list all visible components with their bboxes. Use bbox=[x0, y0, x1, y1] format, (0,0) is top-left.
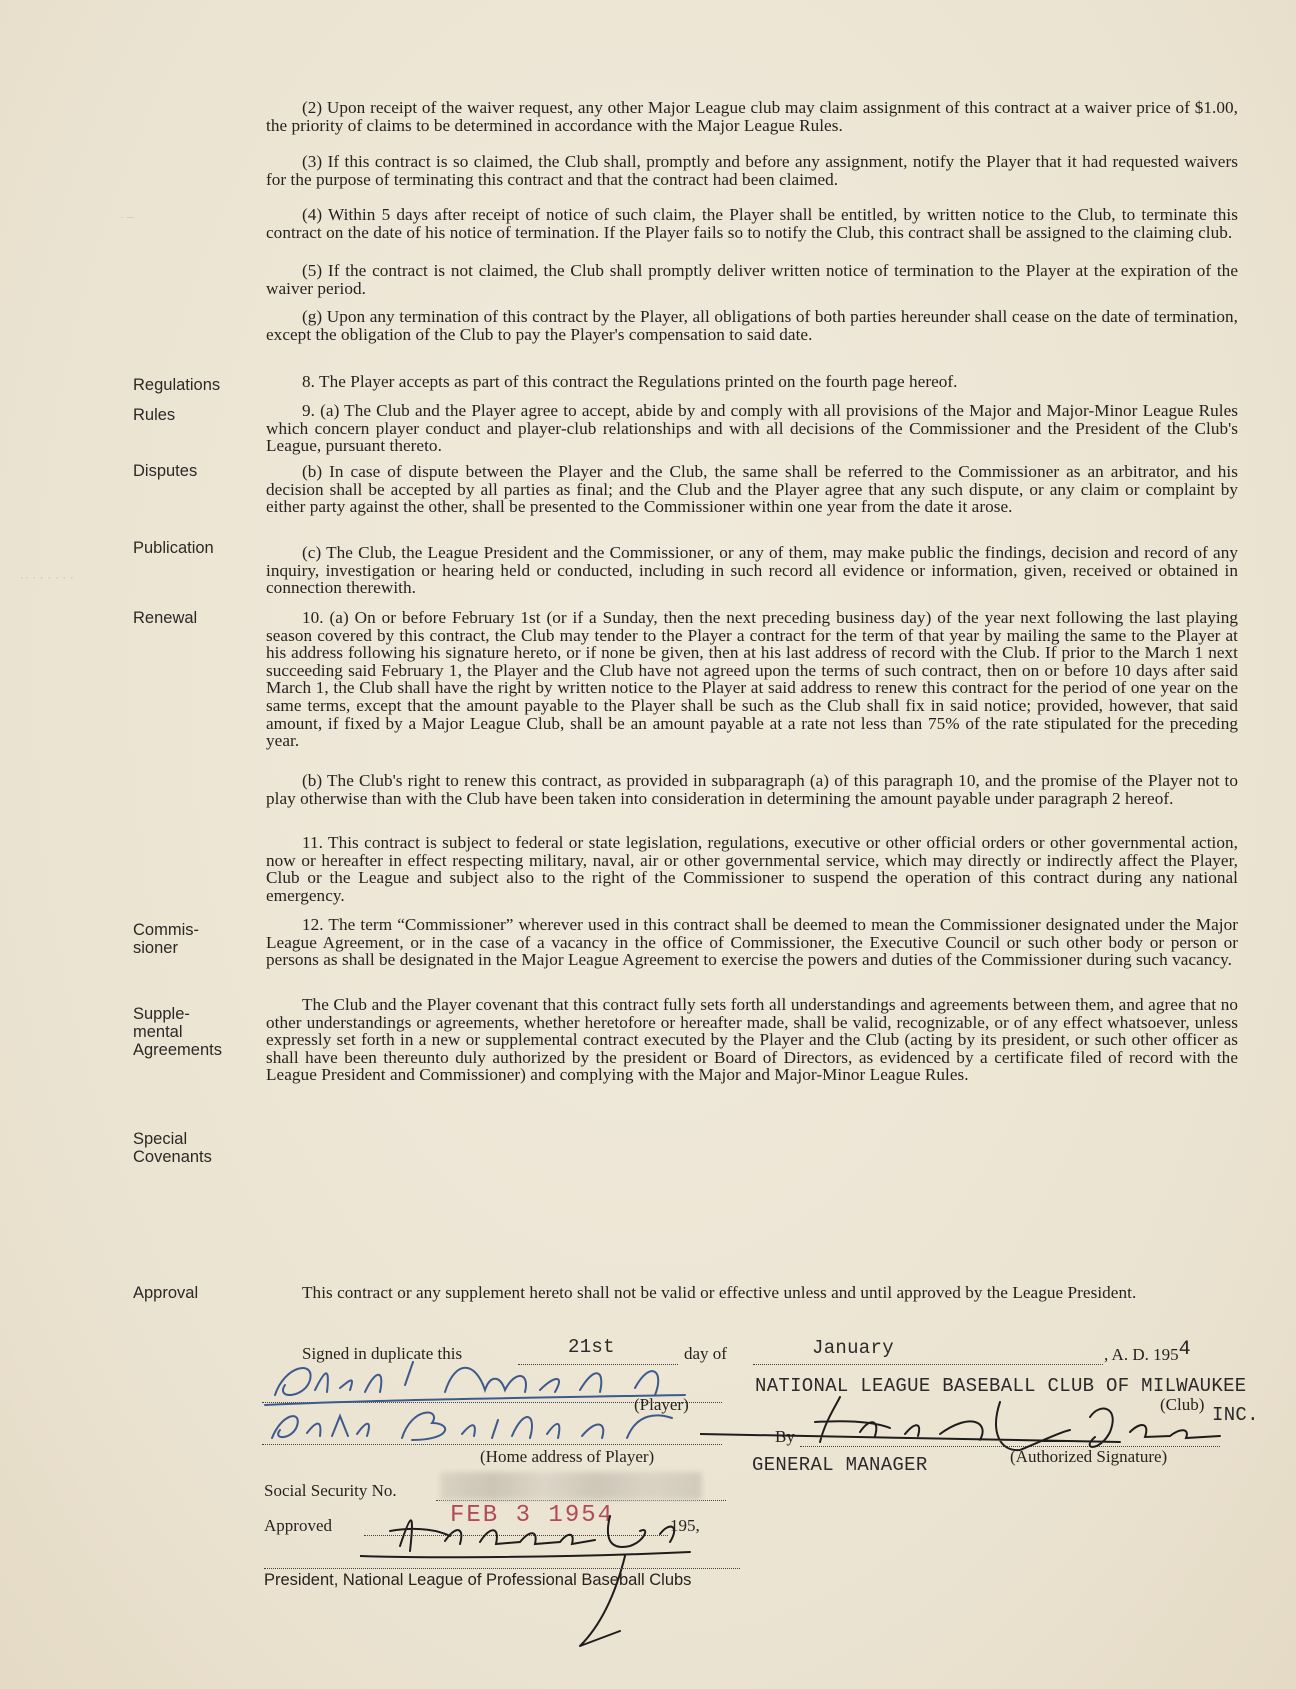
ad-year-label bbox=[1104, 1338, 1191, 1367]
clause-supplemental-agreements: The Club and the Player covenant that this contract fully sets forth all understandings and agreements between them, and agree that no other understandings or agreements, whether heretofore or hereafter made, shall be valid, recognizable, or of any effect whatsoever, unless expressly set forth in a new or supplemental contract executed by the Player and the Club (acting by its president, or such other officer as shall have been thereunto duly authorized by the president or Board of Directors, as evidenced by a certificate filed of record with the League President and Commissioner) and complying with the Major and Major-Minor League Rules. bbox=[266, 995, 1238, 1085]
home-address-handwritten bbox=[262, 1398, 732, 1453]
clause-approval: This contract or any supplement hereto shall not be valid or effective unless and until approved by the League President. bbox=[302, 1283, 1137, 1302]
by-label: By bbox=[775, 1427, 795, 1446]
clause-g-player-termination: (g) Upon any termination of this contract by the Player, all obligations of both parties hereunder shall cease on the date of termination, except the obligation of the Club to pay the Player's compensation to said date. bbox=[266, 307, 1238, 344]
sidebar-special-covenants bbox=[133, 1130, 253, 1166]
approved-label: Approved bbox=[264, 1516, 332, 1535]
bleed-through-mark: · ─ bbox=[120, 212, 135, 224]
club-name-inc: INC. bbox=[1212, 1404, 1259, 1426]
sidebar-supplemental-agreements bbox=[133, 1005, 253, 1059]
bleed-through-mark: ·· · · · · · · bbox=[20, 570, 75, 585]
day-of-label: day of bbox=[684, 1344, 727, 1363]
signed-in-duplicate-label: Signed in duplicate this bbox=[302, 1344, 463, 1363]
sidebar-supplemental-line3: Agreements bbox=[133, 1041, 222, 1059]
clause-3-claimed: (3) If this contract is so claimed, the Club shall, promptly and before any assignment, notify the Player that it had requested waivers for the purpose of terminating this contract and that the contract had been claimed. bbox=[266, 152, 1238, 189]
club-label: (Club) bbox=[1160, 1395, 1205, 1414]
clause-8-regulations: 8. The Player accepts as part of this contract the Regulations printed on the fourth page hereof. bbox=[302, 372, 958, 391]
sidebar-approval: Approval bbox=[133, 1284, 199, 1302]
year-digit: 4 bbox=[1178, 1338, 1191, 1361]
sidebar-special-line1: Special bbox=[133, 1130, 188, 1148]
sidebar-supplemental-line2: mental bbox=[133, 1023, 183, 1041]
month-line bbox=[753, 1364, 1103, 1365]
home-address-label: (Home address of Player) bbox=[480, 1447, 655, 1466]
player-label: (Player) bbox=[634, 1395, 689, 1414]
clause-10a-renewal: 10. (a) On or before February 1st (or if a Sunday, then the next preceding business day) of the year next following the last playing season covered by this contract, the Club may tender to the Player a contract for the term of that year by mailing the same to the Player at his address following his signature hereto, or if none be given, then at his last address of record with the Club. If prior to the March 1 next succeeding said February 1, the Player and the Club have not agreed upon the terms of such contract, then on or before 10 days after said March 1, the Club shall have the right by written notice to the Player at said address to renew this contract for the period of one year on the same terms, except that the amount payable to the Player shall be such as the Club shall fix in said notice; provided, however, that said amount, if fixed by a Major League Club, shall be an amount payable at a rate not less than 75% of the rate stipulated for the preceding year. bbox=[266, 608, 1238, 751]
sidebar-supplemental-line1: Supple- bbox=[133, 1005, 190, 1023]
clause-2-waiver-claim: (2) Upon receipt of the waiver request, any other Major League club may claim assignment of this contract at a waiver price of $1.00, the priority of claims to be determined in accordance with the Major League Rules. bbox=[266, 98, 1238, 135]
sidebar-special-line2: Covenants bbox=[133, 1148, 212, 1166]
sidebar-renewal: Renewal bbox=[133, 609, 198, 627]
day-value: 21st bbox=[568, 1336, 615, 1358]
general-manager-title: GENERAL MANAGER bbox=[752, 1454, 928, 1476]
clause-9a-rules: 9. (a) The Club and the Player agree to accept, abide by and comply with all provisions of the Major and Major-Minor League Rules which concern player conduct and player-club relationships and with all decisions of the Commissioner and the President of the Club's League, pursuant thereto. bbox=[266, 401, 1238, 456]
sidebar-commissioner-line2: sioner bbox=[133, 939, 178, 957]
club-name-typed: NATIONAL LEAGUE BASEBALL CLUB OF MILWAUKEE bbox=[755, 1375, 1247, 1397]
clause-4-termination-notice: (4) Within 5 days after receipt of notice of such claim, the Player shall be entitled, by written notice to the Club, to terminate this contract on the date of his notice of termination. If the Player fails so to notify the Club, this contract shall be assigned to the claiming club. bbox=[266, 205, 1238, 242]
sidebar-rules: Rules bbox=[133, 406, 176, 424]
clause-11-legislation: 11. This contract is subject to federal or state legislation, regulations, executive or other official orders or other governmental action, now or hereafter in effect respecting military, naval, air or other governmental service, which may directly or indirectly affect the Player, Club or the League and subject also to the right of the Commissioner to suspend the operation of this contract during any national emergency. bbox=[266, 833, 1238, 905]
sidebar-publication: Publication bbox=[133, 539, 214, 557]
sidebar-commissioner-line1: Commis- bbox=[133, 921, 199, 939]
clause-9b-disputes: (b) In case of dispute between the Player and the Club, the same shall be referred to the Commissioner as an arbitrator, and his decision shall be accepted by all parties as final; and the Club and the Player agree that any such dispute, or any claim or complaint by either party against the other, shall be presented to the Commissioner within one year from the date it arose. bbox=[266, 462, 1238, 517]
received-date-stamp: FEB 3 1954 bbox=[450, 1502, 615, 1529]
president-signature-line bbox=[264, 1568, 740, 1569]
clause-5-not-claimed: (5) If the contract is not claimed, the Club shall promptly deliver written notice of termination to the Player at the expiration of the waiver period. bbox=[266, 261, 1238, 298]
clause-9c-publication: (c) The Club, the League President and the Commissioner, or any of them, may make public the findings, decision and record of any inquiry, investigation or hearing held or conducted, including in such record all evidence or information, given, received or obtained in connection therewith. bbox=[266, 543, 1238, 598]
ssn-label: Social Security No. bbox=[264, 1481, 397, 1500]
approved-year: 195 bbox=[670, 1516, 696, 1535]
clause-10b-renewal-right: (b) The Club's right to renew this contract, as provided in subparagraph (a) of this paragraph 10, and the promise of the Player not to play otherwise than with the Club have been taken into consideration in determining the amount payable under paragraph 2 hereof. bbox=[266, 771, 1238, 808]
approved-year-label: 195, bbox=[670, 1516, 700, 1535]
sidebar-regulations: Regulations bbox=[133, 376, 221, 394]
ad-label: , A. D. 195 bbox=[1104, 1345, 1179, 1364]
sidebar-commissioner bbox=[133, 921, 253, 957]
month-value: January bbox=[812, 1337, 894, 1359]
president-label: President, National League of Professional Baseball Clubs bbox=[264, 1571, 692, 1589]
clause-12-commissioner: 12. The term “Commissioner” wherever used in this contract shall be deemed to mean the Commissioner designated under the Major League Agreement, or in the case of a vacancy in the office of Commissioner, the Executive Council or such other body or person or persons as shall be designated in the Major League Agreement to exercise the powers and duties of the Commissioner during such vacancy. bbox=[266, 915, 1238, 970]
sidebar-disputes: Disputes bbox=[133, 462, 198, 480]
authorized-signature-label: (Authorized Signature) bbox=[1010, 1447, 1168, 1466]
